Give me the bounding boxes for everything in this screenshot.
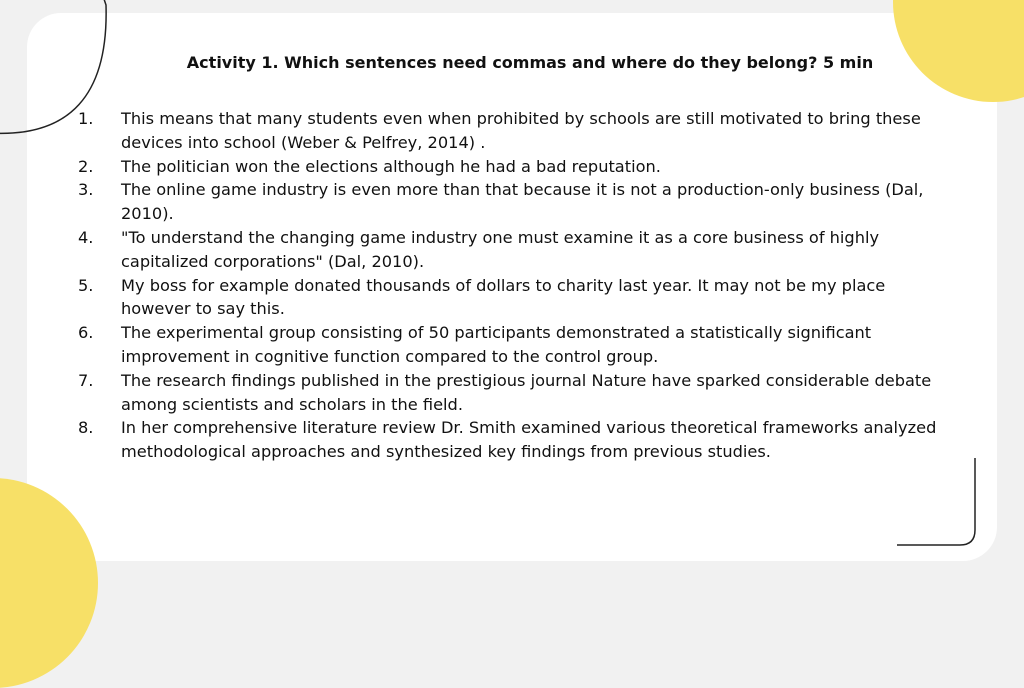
item-text: This means that many students even when prohibited by schools are still motivated to bring these devices into school (Weber & Pelfrey, 2014) . — [121, 109, 921, 152]
list-item — [78, 321, 958, 369]
activity-title: Activity 1. Which sentences need commas and where do they belong? 5 min — [186, 53, 874, 72]
item-text: "To understand the changing game industry one must examine it as a core business of highly capitalized corporations" (Dal, 2010). — [121, 227, 880, 271]
decorative-corner-bottom-right — [897, 458, 975, 545]
sentence-list — [78, 107, 958, 464]
item-text: The online game industry is even more than that because it is not a production-only business (Dal, 2010). — [121, 180, 924, 224]
item-number: 2. — [78, 156, 94, 176]
list-item — [78, 155, 958, 179]
item-number: 3. — [78, 180, 94, 200]
item-number: 6. — [78, 323, 94, 343]
item-number: 1. — [78, 109, 94, 128]
list-item — [78, 274, 958, 322]
list-item — [78, 107, 958, 155]
item-text: My boss for example donated thousands of dollars to charity last year. It may not be my place however to say this. — [121, 275, 886, 319]
list-item — [78, 369, 958, 417]
item-number: 5. — [78, 275, 94, 295]
item-number: 8. — [78, 418, 94, 438]
item-text: The research findings published in the prestigious journal Nature have sparked considerable debate among scientists and scholars in the field. — [121, 370, 932, 414]
list-item — [78, 226, 958, 274]
item-text: The experimental group consisting of 50 participants demonstrated a statistically significant improvement in cognitive function compared to the control group. — [121, 323, 872, 366]
item-number: 7. — [78, 370, 94, 390]
list-item — [78, 416, 958, 464]
item-text: In her comprehensive literature review Dr. Smith examined various theoretical frameworks analyzed methodological approaches and synthesized key findings from previous studies. — [121, 418, 937, 462]
item-text: The politician won the elections although he had a bad reputation. — [121, 156, 661, 176]
item-number: 4. — [78, 227, 94, 247]
list-item — [78, 178, 958, 226]
